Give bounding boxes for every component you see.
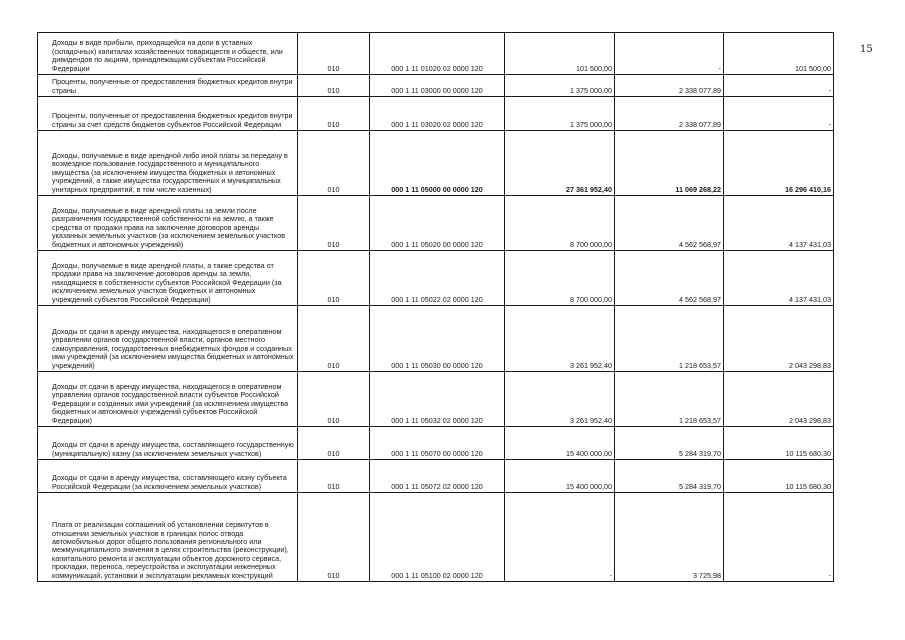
unexecuted-cell: 16 296 410,16 — [724, 131, 834, 196]
kbk-cell: 000 1 11 05030 00 0000 120 — [370, 306, 505, 372]
line-code-cell: 010 — [298, 493, 370, 582]
revenue-name-cell: Доходы в виде прибыли, приходящейся на доли в уставных (складочных) капиталах хозяйственных товариществ и обществ, или дивидендов по акциям, принадлежащим субъектам Российской Федерации — [38, 33, 298, 75]
executed-cell: 1 218 653,57 — [615, 372, 724, 427]
kbk-cell: 000 1 11 05000 00 0000 120 — [370, 131, 505, 196]
line-code-cell: 010 — [298, 131, 370, 196]
page-number: 15 — [860, 44, 873, 55]
table-row — [38, 131, 834, 196]
approved-cell: 3 261 952,40 — [505, 306, 615, 372]
revenue-table — [37, 32, 834, 582]
unexecuted-cell: 2 043 298,83 — [724, 306, 834, 372]
kbk-cell: 000 1 11 05100 02 0000 120 — [370, 493, 505, 582]
approved-cell: 101 500,00 — [505, 33, 615, 75]
table-row — [38, 251, 834, 306]
executed-cell: 5 284 319,70 — [615, 460, 724, 493]
line-code-cell: 010 — [298, 97, 370, 131]
approved-cell: 8 700 000,00 — [505, 251, 615, 306]
table-row — [38, 33, 834, 75]
kbk-cell: 000 1 11 05020 00 0000 120 — [370, 196, 505, 251]
executed-cell: 11 069 268,22 — [615, 131, 724, 196]
unexecuted-cell: - — [724, 493, 834, 582]
revenue-name-cell: Доходы, получаемые в виде арендной платы за земли после разграничения государственной собственности на землю, а также средства от продажи права на заключение договоров аренды указанных земельных участков (за исключением земельных участков бюджетных и автономных учреждений) — [38, 196, 298, 251]
executed-cell: 5 284 319,70 — [615, 427, 724, 460]
line-code-cell: 010 — [298, 75, 370, 97]
revenue-name-cell: Доходы от сдачи в аренду имущества, составляющего казну субъекта Российской Федерации (за исключением земельных участков) — [38, 460, 298, 493]
revenue-name-cell: Доходы от сдачи в аренду имущества, находящегося в оперативном управлении органов государственной власти, органов местного самоуправления, государственных внебюджетных фондов и созданных ими учреждений (за исключением имущества бюджетных и автономных учреждений) — [38, 306, 298, 372]
executed-cell: 3 725,98 — [615, 493, 724, 582]
line-code-cell: 010 — [298, 33, 370, 75]
executed-cell: 4 562 568,97 — [615, 196, 724, 251]
table-row — [38, 196, 834, 251]
unexecuted-cell: 4 137 431,03 — [724, 196, 834, 251]
approved-cell: 8 700 000,00 — [505, 196, 615, 251]
approved-cell: - — [505, 493, 615, 582]
approved-cell: 1 375 000,00 — [505, 97, 615, 131]
unexecuted-cell: - — [724, 97, 834, 131]
table-row — [38, 427, 834, 460]
approved-cell: 1 375 000,00 — [505, 75, 615, 97]
revenue-name-cell: Доходы от сдачи в аренду имущества, составляющего государственную (муниципальную) казну (за исключением земельных участков) — [38, 427, 298, 460]
table-row — [38, 460, 834, 493]
table-row — [38, 97, 834, 131]
line-code-cell: 010 — [298, 196, 370, 251]
unexecuted-cell: 10 115 680,30 — [724, 460, 834, 493]
unexecuted-cell: - — [724, 75, 834, 97]
revenue-name-cell: Доходы, получаемые в виде арендной платы, а также средства от продажи права на заключение договоров аренды за земли, находящиеся в собственности субъектов Российской Федерации (за исключением земельных участков бюджетных и автономных учреждений субъектов Российской Федерации) — [38, 251, 298, 306]
table-row — [38, 372, 834, 427]
executed-cell: 1 218 653,57 — [615, 306, 724, 372]
unexecuted-cell: 2 043 298,83 — [724, 372, 834, 427]
kbk-cell: 000 1 11 01020 02 0000 120 — [370, 33, 505, 75]
kbk-cell: 000 1 11 05032 02 0000 120 — [370, 372, 505, 427]
table-row — [38, 75, 834, 97]
approved-cell: 15 400 000,00 — [505, 427, 615, 460]
line-code-cell: 010 — [298, 427, 370, 460]
revenue-name-cell: Проценты, полученные от предоставления бюджетных кредитов внутри страны за счет средств бюджетов субъектов Российской Федерации — [38, 97, 298, 131]
kbk-cell: 000 1 11 05022 02 0000 120 — [370, 251, 505, 306]
line-code-cell: 010 — [298, 306, 370, 372]
kbk-cell: 000 1 11 03000 00 0000 120 — [370, 75, 505, 97]
approved-cell: 15 400 000,00 — [505, 460, 615, 493]
executed-cell: - — [615, 33, 724, 75]
revenue-name-cell: Плата от реализации соглашений об установлении сервитутов в отношении земельных участков в границах полос отвода автомобильных дорог общего пользования регионального или межмуниципального значения в целях строительства (реконструкции), капитального ремонта и эксплуатации объектов дорожного сервиса, прокладки, переноса, переустройства и эксплуатации инженерных коммуникаций, установки и эксплуатации рекламных конструкций — [38, 493, 298, 582]
kbk-cell: 000 1 11 05072 02 0000 120 — [370, 460, 505, 493]
executed-cell: 4 562 568,97 — [615, 251, 724, 306]
unexecuted-cell: 10 115 680,30 — [724, 427, 834, 460]
revenue-name-cell: Проценты, полученные от предоставления бюджетных кредитов внутри страны — [38, 75, 298, 97]
table-row — [38, 493, 834, 582]
line-code-cell: 010 — [298, 372, 370, 427]
kbk-cell: 000 1 11 03020 02 0000 120 — [370, 97, 505, 131]
revenue-name-cell: Доходы, получаемые в виде арендной либо иной платы за передачу в возмездное пользование государственного и муниципального имущества (за исключением имущества бюджетных и автономных учреждений, а также имущества государственных и муниципальных унитарных предприятий, в том числе казенных) — [38, 131, 298, 196]
executed-cell: 2 338 077,89 — [615, 75, 724, 97]
approved-cell: 3 261 952,40 — [505, 372, 615, 427]
unexecuted-cell: 4 137 431,03 — [724, 251, 834, 306]
line-code-cell: 010 — [298, 251, 370, 306]
table-row — [38, 306, 834, 372]
line-code-cell: 010 — [298, 460, 370, 493]
executed-cell: 2 338 077,89 — [615, 97, 724, 131]
approved-cell: 27 361 952,40 — [505, 131, 615, 196]
revenue-name-cell: Доходы от сдачи в аренду имущества, находящегося в оперативном управлении органов государственной власти субъектов Российской Федерации и созданных ими учреждений (за исключением имущества бюджетных и автономных учреждений субъектов Российской Федерации) — [38, 372, 298, 427]
unexecuted-cell: 101 500,00 — [724, 33, 834, 75]
kbk-cell: 000 1 11 05070 00 0000 120 — [370, 427, 505, 460]
